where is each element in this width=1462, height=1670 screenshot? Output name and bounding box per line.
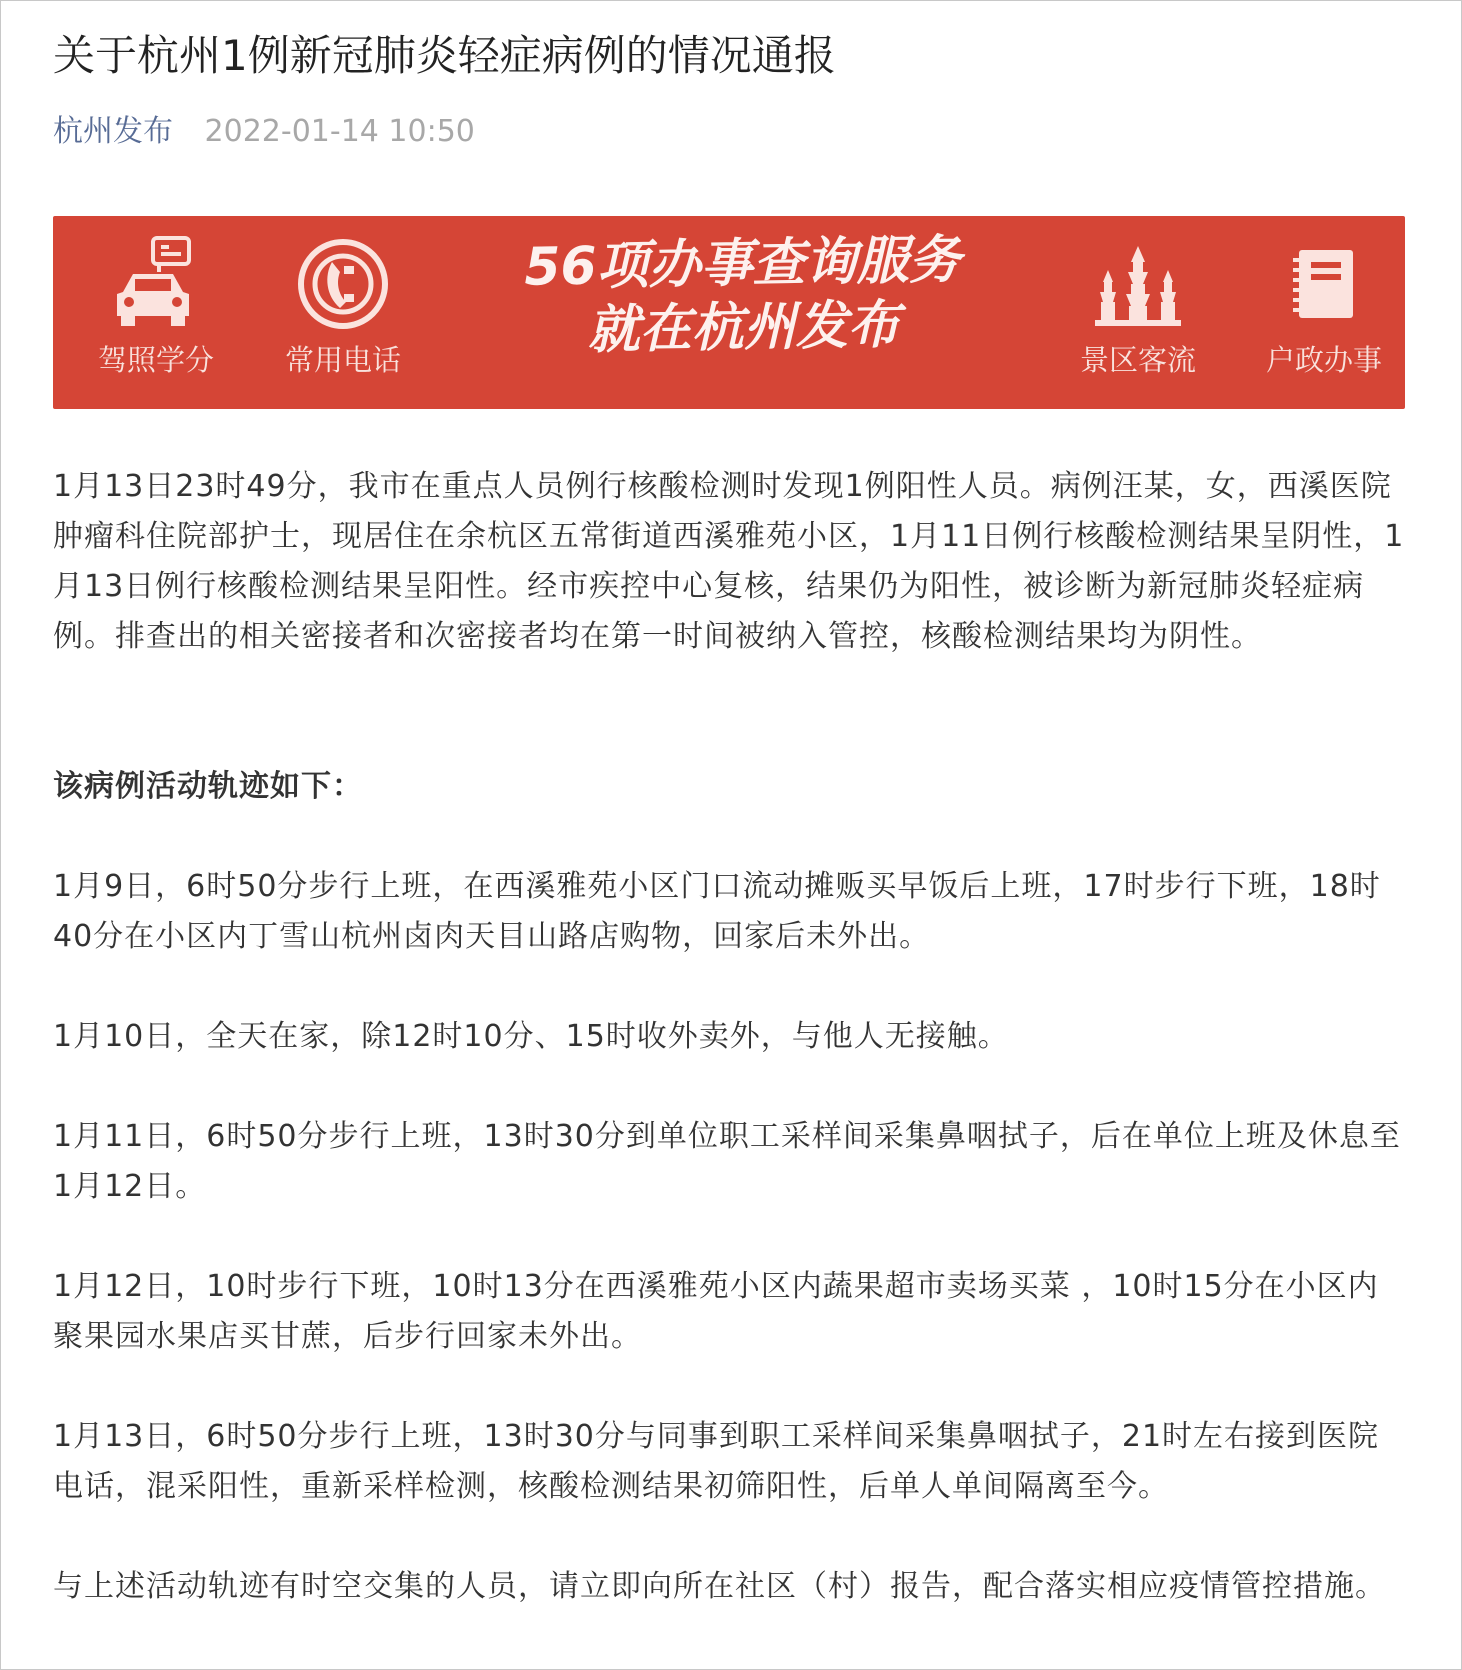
paragraph-summary: 1月13日23时49分，我市在重点人员例行核酸检测时发现1例阳性人员。病例汪某，女，西溪医院肿瘤科住院部护士，现居住在余杭区五常街道西溪雅苑小区，1月11日例行核酸检测结果呈阴性，1月13日例行核酸检测结果呈阳性。经市疾控中心复核，结果仍为阳性，被诊断为新冠肺炎轻症病例。排查出的相关密接者和次密接者均在第一时间被纳入管控，核酸检测结果均为阴性。 xyxy=(53,469,1405,654)
section-heading: 该病例活动轨迹如下： xyxy=(53,769,363,804)
service-label: 户政办事 xyxy=(1265,343,1382,377)
account-link[interactable]: 杭州发布 xyxy=(53,114,173,149)
paragraph-jan10: 1月10日，全天在家，除12时10分、15时收外卖外，与他人无接触。 xyxy=(53,1019,1009,1054)
service-driving-points[interactable] xyxy=(71,236,241,380)
pagoda-icon xyxy=(1083,236,1193,332)
publish-time: 2022-01-14 10:50 xyxy=(204,114,475,149)
slogan-line-2: 就在杭州发布 xyxy=(587,295,901,361)
phone-icon xyxy=(288,236,398,332)
paragraph-jan13: 1月13日，6时50分步行上班，13时30分与同事到职工采样间采集鼻咽拭子，21时左右接到医院电话，混采阳性，重新采样检测，核酸检测结果初筛阳性，后单人单间隔离至今。 xyxy=(53,1419,1380,1504)
slogan-line-1: 56项办事查询服务 xyxy=(523,230,962,298)
paragraph-jan11: 1月11日，6时50分步行上班，13时30分到单位职工采样间采集鼻咽拭子，后在单位上班及休息至1月12日。 xyxy=(53,1119,1401,1204)
car-icon xyxy=(101,236,211,332)
service-scenic-flow[interactable] xyxy=(1053,236,1223,380)
service-label: 驾照学分 xyxy=(97,343,214,377)
banner-slogan xyxy=(472,227,1014,364)
document-icon xyxy=(1269,236,1379,332)
article-title: 关于杭州1例新冠肺炎轻症病例的情况通报 xyxy=(53,31,836,80)
paragraph-jan12: 1月12日，10时步行下班，10时13分在西溪雅苑小区内蔬果超市卖场买菜 ，10时15分在小区内聚果园水果店买甘蔗，后步行回家未外出。 xyxy=(53,1269,1379,1354)
service-common-phones[interactable] xyxy=(258,236,428,380)
paragraph-jan9: 1月9日，6时50分步行上班，在西溪雅苑小区门口流动摊贩买早饭后上班，17时步行下班，18时40分在小区内丁雪山杭州卤肉天目山路店购物，回家后未外出。 xyxy=(53,869,1381,954)
service-household-affairs[interactable] xyxy=(1239,236,1405,380)
paragraph-notice: 与上述活动轨迹有时空交集的人员，请立即向所在社区（村）报告，配合落实相应疫情管控措施。 xyxy=(53,1569,1386,1604)
service-label: 常用电话 xyxy=(284,343,401,377)
service-banner[interactable] xyxy=(53,216,1405,409)
service-label: 景区客流 xyxy=(1079,343,1196,377)
article-meta xyxy=(53,112,475,152)
